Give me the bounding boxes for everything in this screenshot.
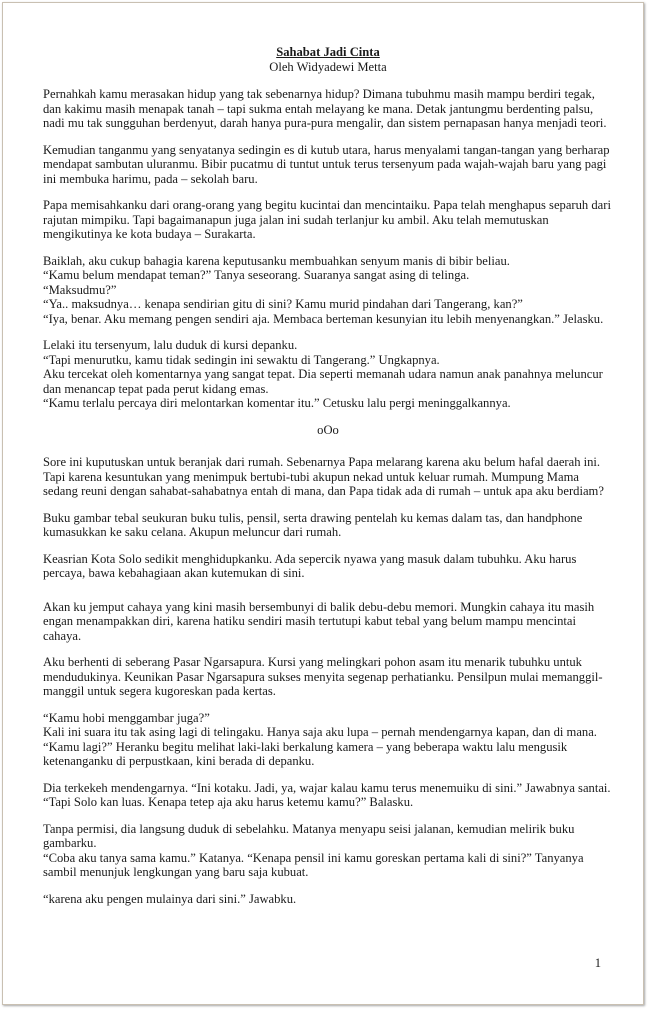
paragraph-line: Keasrian Kota Solo sedikit menghidupkanku. Ada sepercik nyawa yang masuk dalam tubuhku. Aku harus percaya, bawa kebahagiaan akan kutemukan di sini. [43, 551, 577, 580]
paragraph [43, 552, 613, 581]
paragraph [43, 338, 613, 411]
paragraph-line: Tanpa permisi, dia langsung duduk di sebelahku. Matanya menyapu seisi jalanan, kemudian melirik buku gambarku. [43, 821, 575, 850]
paragraph-line: Papa memisahkanku dari orang-orang yang begitu kucintai dan mencintaiku. Papa telah menghapus separuh dari rajutan mimpiku. Tapi bagaimanapun juga jalan ini sudah terlanjur ku ambil. Aku telah memutuskan mengikutinya ke kota budaya – Surakarta. [43, 198, 611, 241]
paragraph [43, 87, 613, 131]
paragraph-line: “Coba aku tanya sama kamu.” Katanya. “Kenapa pensil ini kamu goreskan pertama kali di sini?” Tanyanya sambil menunjuk lengkungan yang baru saja kubuat. [43, 850, 584, 879]
paragraph-line: Buku gambar tebal seukuran buku tulis, pensil, serta drawing pentelah ku kemas dalam tas, dan handphone kumasukkan ke saku celana. Akupun meluncur dari rumah. [43, 510, 583, 539]
paragraph-line: Kali ini suara itu tak asing lagi di telingaku. Hanya saja aku lupa – pernah mendengarnya kapan, dan di mana. [43, 725, 597, 739]
paragraph-line: Sore ini kuputuskan untuk beranjak dari rumah. Sebenarnya Papa melarang karena aku belum hafal daerah ini. Tapi karena kesuntukan yang menimpuk bertubi-tubi akupun nekad untuk keluar rumah. Mumpung Mama sedang reuni dengan sahabat-sahabatnya entah di mana, dan Papa tidak ada di rumah – untuk apa aku berdiam? [43, 455, 604, 498]
paragraph [43, 198, 613, 242]
paragraph [43, 600, 613, 644]
paragraph-line: Aku tercekat oleh komentarnya yang sangat tepat. Dia seperti memanah udara namun anak panahnya meluncur dan menancap tepat pada perut kidang emas. [43, 367, 603, 396]
paragraph-line: Aku berhenti di seberang Pasar Ngarsapura. Kursi yang melingkari pohon asam itu menarik tubuhku untuk mendudukinya. Keunikan Pasar Ngarsapura sukses menyita segenap perhatianku. Pensilpun mulai memanggil-manggil untuk segera kugoreskan pada kertas. [43, 655, 603, 698]
paragraph-line: “karena aku pengen mulainya dari sini.” Jawabku. [43, 891, 297, 906]
story-title: Sahabat Jadi Cinta [276, 45, 380, 59]
paragraph-line: Baiklah, aku cukup bahagia karena keputusanku membuahkan senyum manis di bibir beliau. [43, 253, 510, 268]
paragraph-line: Akan ku jemput cahaya yang kini masih bersembunyi di balik debu-debu memori. Mungkin cahaya itu masih engan menampakkan diri, karena hatiku sendiri masih tertutupi kabut tebal yang belum mampu mencintai cahaya. [43, 599, 595, 643]
paragraph [43, 511, 613, 540]
section-separator: oOo [317, 422, 339, 437]
paragraph-line: “Ya.. maksudnya… kenapa sendirian gitu di sini? Kamu murid pindahan dari Tangerang, kan?” [43, 297, 523, 311]
paragraph-line: “Tapi menurutku, kamu tidak sedingin ini sewaktu di Tangerang.” Ungkapnya. [43, 352, 440, 367]
paragraph [43, 892, 613, 907]
paragraph-line: “Kamu hobi menggambar juga?” [43, 710, 210, 725]
document-page [2, 2, 644, 1005]
paragraph [43, 655, 613, 699]
paragraph [43, 711, 613, 769]
paragraph [43, 143, 613, 187]
paragraph [43, 822, 613, 880]
paragraph [43, 254, 613, 327]
paragraph-line: “Kamu terlalu percaya diri melontarkan komentar itu.” Cetusku lalu pergi meninggalkannya. [43, 396, 511, 410]
paragraph [43, 781, 613, 810]
paragraph [43, 455, 613, 499]
paragraph-line: “Iya, benar. Aku memang pengen sendiri aja. Membaca berteman kesunyian itu lebih menyenangkan.” Jelasku. [43, 311, 604, 326]
paragraph-line: “Kamu lagi?” Heranku begitu melihat laki-laki berkalung kamera – yang beberapa waktu lalu mengusik ketenanganku di perpustkaan, kini berada di depanku. [43, 739, 568, 768]
paragraph-line: Pernahkah kamu merasakan hidup yang tak sebenarnya hidup? Dimana tubuhmu masih mampu berdiri tegak, dan kakimu masih menapak tanah – tapi sukma entah melayang ke mana. Detak jantungmu berdenting palsu, nadi mu tak sungguhan berdenyut, darah hanya pura-pura mengalir, dan sistem pernapasan hanya menjadi teori. [43, 87, 607, 130]
paragraph-line: “Tapi Solo kan luas. Kenapa tetep aja aku harus ketemu kamu?” Balasku. [43, 795, 414, 809]
page-number: 1 [594, 956, 601, 970]
paragraph-line: “Maksudmu?” [43, 282, 117, 297]
story-author: Oleh Widyadewi Metta [269, 59, 387, 74]
document-body [43, 45, 613, 918]
paragraph-line: Lelaki itu tersenyum, lalu duduk di kursi depanku. [43, 338, 298, 352]
paragraph-line: Dia terkekeh mendengarnya. “Ini kotaku. Jadi, ya, wajar kalau kamu terus menemuiku di sini.” Jawabnya santai. [43, 780, 611, 795]
paragraph-line: Kemudian tanganmu yang senyatanya sedingin es di kutub utara, harus menyalami tangan-tangan yang berharap mendapat sambutan uluranmu. Bibir pucatmu di tuntut untuk terus tersenyum pada wajah-wajah baru yang pagi ini membuka harimu, pada – sekolah baru. [43, 142, 610, 186]
paragraph-line: “Kamu belum mendapat teman?” Tanya seseorang. Suaranya sangat asing di telinga. [43, 268, 470, 282]
